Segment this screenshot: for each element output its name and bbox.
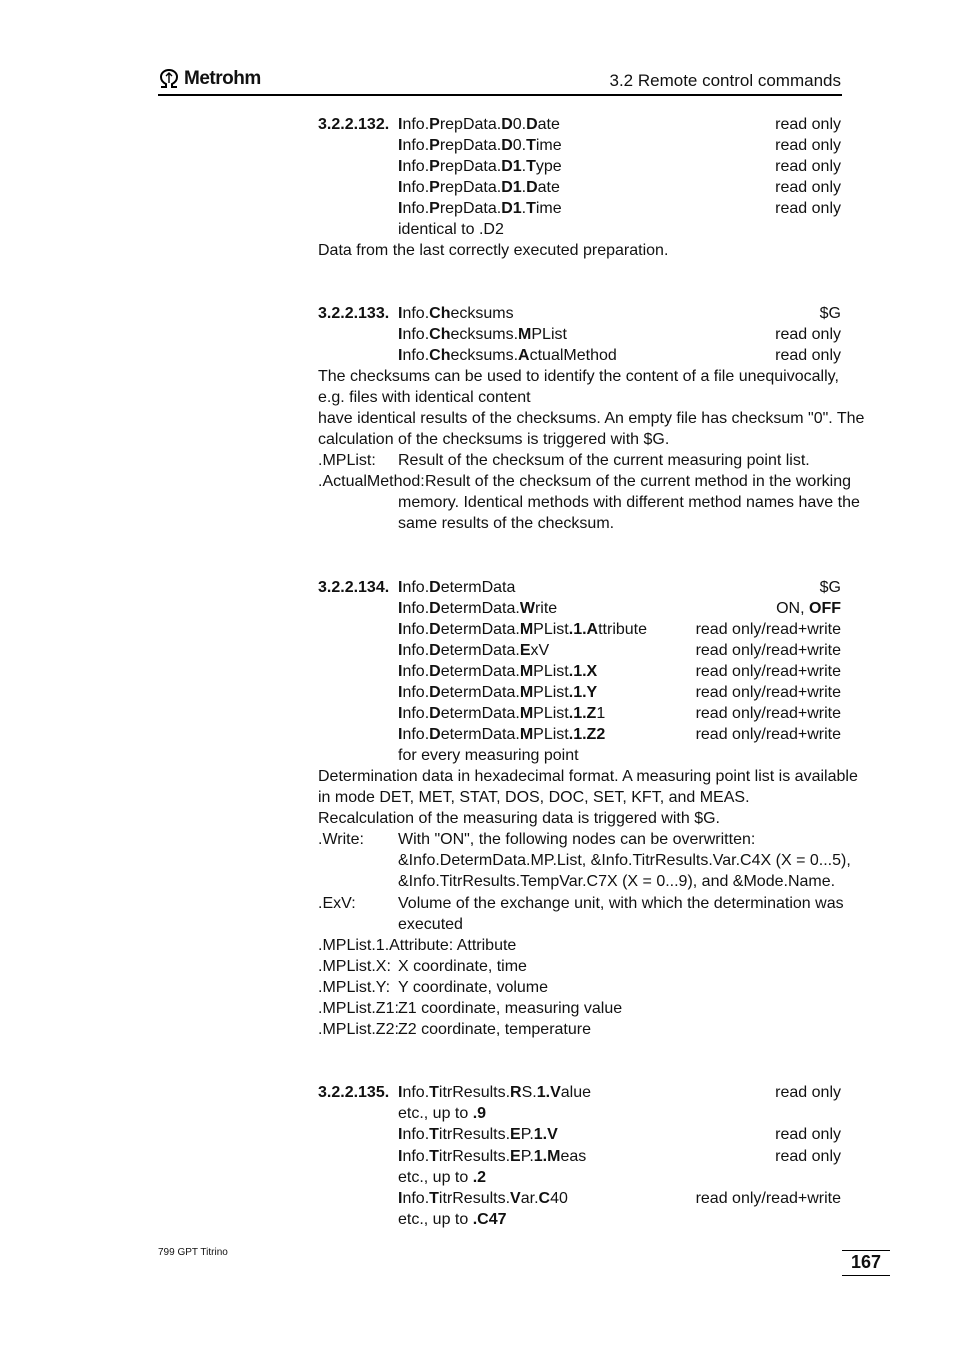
- command-name: Info.DetermData.MPList.1.Attribute: [398, 621, 648, 638]
- param-text: memory. Identical methods with different method names have the: [398, 494, 860, 511]
- access-mode: $G: [819, 579, 841, 596]
- section-description: Data from the last correctly executed preparation.: [318, 242, 669, 259]
- omega-icon: [158, 68, 180, 90]
- brand-name: Metrohm: [184, 68, 261, 89]
- command-name: Info.TitrResults.EP.1.V: [398, 1126, 558, 1144]
- param-text: X coordinate, time: [398, 958, 527, 975]
- access-mode: read only/read+write: [695, 726, 841, 743]
- command-name: Info.Checksums.MPList: [398, 326, 567, 343]
- command-name: etc., up to .C47: [398, 1211, 507, 1229]
- description-line: calculation of the checksums is triggered with $G.: [318, 431, 670, 448]
- access-mode: read only: [775, 116, 841, 133]
- description-line: have identical results of the checksums. An empty file has checksum "0". The: [318, 410, 865, 427]
- param-text: &Info.TitrResults.TempVar.C7X (X = 0...9), and &Mode.Name.: [398, 873, 836, 890]
- param-text: Volume of the exchange unit, with which the determination was: [398, 895, 844, 912]
- command-name: Info.Checksums.ActualMethod: [398, 347, 617, 364]
- command-name: Info.DetermData.MPList.1.X: [398, 663, 598, 680]
- metrohm-logo: [158, 67, 261, 91]
- command-name: Info.DetermData: [398, 579, 516, 596]
- param-label: .MPList.X:: [318, 958, 391, 975]
- param-label: .MPList.Z1:: [318, 1000, 399, 1017]
- param-label: .ActualMethod:: [318, 473, 425, 490]
- param-text: Z1 coordinate, measuring value: [398, 1000, 623, 1017]
- header-rule: [158, 94, 842, 96]
- command-name: Info.PrepData.D1.Time: [398, 200, 562, 217]
- param-label: .MPList.Y:: [318, 979, 391, 996]
- description-line: in mode DET, MET, STAT, DOS, DOC, SET, KFT, and MEAS.: [318, 789, 750, 806]
- page-number: 167: [842, 1250, 890, 1276]
- command-name: Info.DetermData.Write: [398, 600, 558, 617]
- section-number: 3.2.2.133.: [318, 305, 390, 322]
- access-mode: read only: [775, 179, 841, 196]
- command-name: Info.DetermData.MPList.1.Y: [398, 684, 598, 701]
- command-name: Info.Checksums: [398, 305, 514, 322]
- access-mode: read only: [775, 1084, 841, 1101]
- access-mode: read only/read+write: [695, 642, 841, 659]
- param-text: Z2 coordinate, temperature: [398, 1021, 591, 1038]
- param-text: executed: [398, 916, 463, 933]
- section-number: 3.2.2.134.: [318, 579, 390, 596]
- access-mode: read only/read+write: [695, 684, 841, 701]
- param-label: .ExV:: [318, 895, 356, 912]
- description-line: Determination data in hexadecimal format. A measuring point list is available: [318, 768, 858, 785]
- command-name: Info.PrepData.D1.Type: [398, 158, 562, 175]
- command-name: Info.DetermData.ExV: [398, 642, 550, 659]
- command-name: Info.PrepData.D0.Date: [398, 116, 560, 133]
- command-name: Info.DetermData.MPList.1.Z1: [398, 705, 606, 722]
- param-line: .MPList.1.Attribute: Attribute: [318, 937, 517, 954]
- description-line: The checksums can be used to identify the content of a file unequivocally,: [318, 368, 839, 385]
- param-text: &Info.DetermData.MP.List, &Info.TitrResults.Var.C4X (X = 0...5),: [398, 852, 851, 869]
- param-text: Y coordinate, volume: [398, 979, 549, 996]
- param-text: With "ON", the following nodes can be overwritten:: [398, 831, 756, 848]
- section-header: 3.2 Remote control commands: [609, 71, 841, 90]
- command-name: Info.DetermData.MPList.1.Z2: [398, 726, 606, 743]
- command-name: etc., up to .9: [398, 1105, 487, 1123]
- command-name: Info.TitrResults.EP.1.Meas: [398, 1147, 587, 1165]
- access-mode: read only: [775, 347, 841, 364]
- command-note: for every measuring point: [398, 747, 579, 764]
- access-mode: read only/read+write: [695, 705, 841, 722]
- command-name: Info.TitrResults.Var.C40: [398, 1190, 568, 1207]
- description-line: e.g. files with identical content: [318, 389, 531, 406]
- section-number: 3.2.2.132.: [318, 116, 390, 133]
- param-label: .MPList.Z2:: [318, 1021, 399, 1038]
- access-mode: read only: [775, 137, 841, 154]
- command-name: Info.PrepData.D1.Date: [398, 179, 560, 196]
- access-mode: ON, OFF: [776, 600, 841, 617]
- param-label: .MPList:: [318, 452, 376, 469]
- param-text: Result of the checksum of the current method in the working: [425, 473, 851, 490]
- command-name: Info.PrepData.D0.Time: [398, 137, 562, 154]
- command-name: etc., up to .2: [398, 1168, 487, 1186]
- access-mode: read only/read+write: [695, 621, 841, 638]
- access-mode: $G: [819, 305, 841, 322]
- access-mode: read only: [775, 200, 841, 217]
- command-note: identical to .D2: [398, 221, 504, 238]
- section-number: 3.2.2.135.: [318, 1084, 390, 1101]
- access-mode: read only: [775, 326, 841, 343]
- access-mode: read only: [775, 158, 841, 175]
- param-text: same results of the checksum.: [398, 515, 615, 532]
- access-mode: read only: [775, 1147, 841, 1165]
- access-mode: read only/read+write: [695, 663, 841, 680]
- footer-product: 799 GPT Titrino: [158, 1247, 228, 1258]
- command-name: Info.TitrResults.RS.1.Value: [398, 1084, 591, 1101]
- description-line: Recalculation of the measuring data is triggered with $G.: [318, 810, 720, 827]
- access-mode: read only: [775, 1126, 841, 1144]
- param-text: Result of the checksum of the current measuring point list.: [398, 452, 810, 469]
- param-label: .Write:: [318, 831, 364, 848]
- access-mode: read only/read+write: [695, 1190, 841, 1207]
